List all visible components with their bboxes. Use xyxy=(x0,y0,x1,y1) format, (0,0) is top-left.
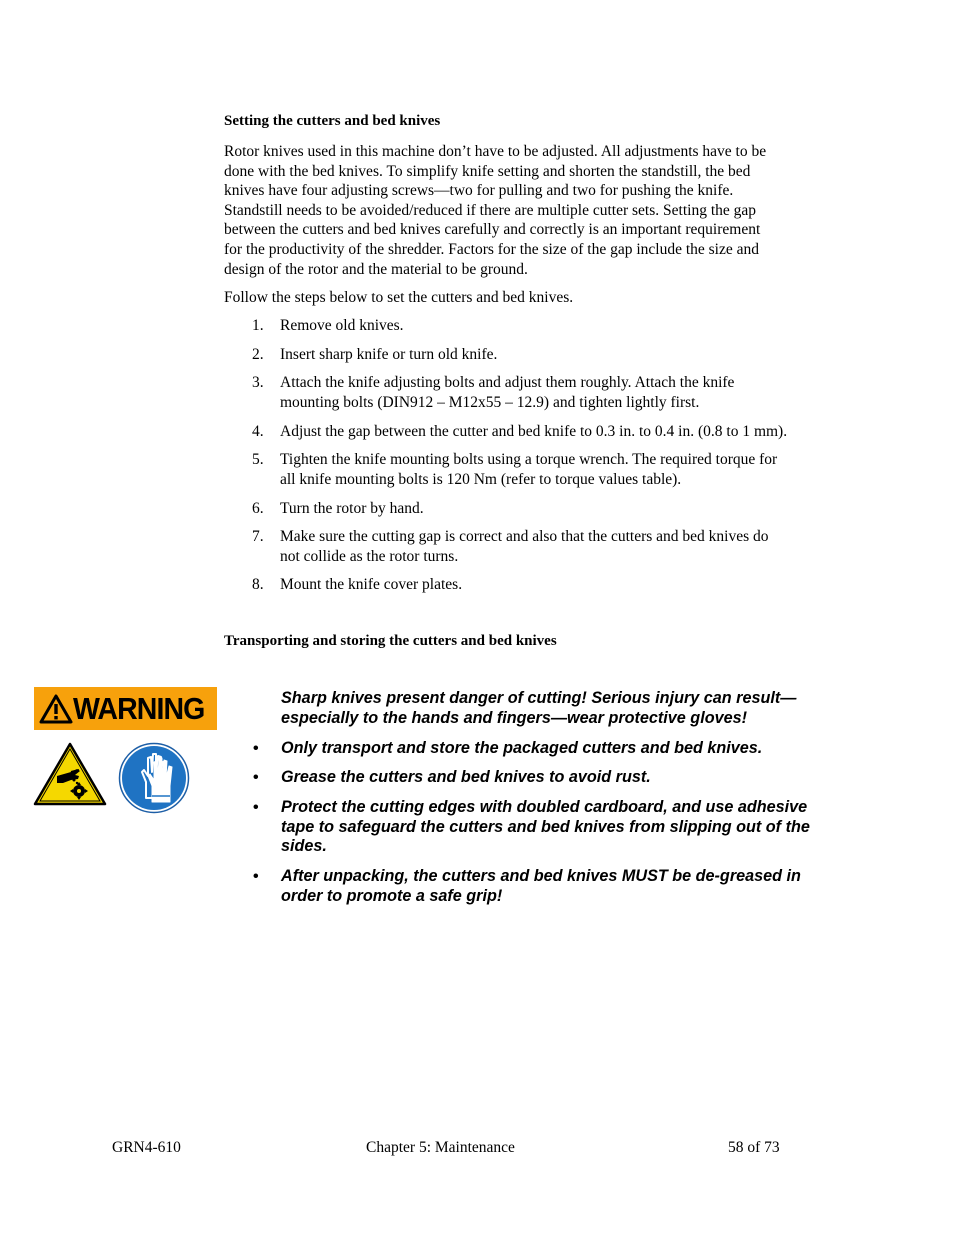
step-text: not collide as the rotor turns. xyxy=(280,548,459,565)
bullet-text: Protect the cutting edges with doubled cardboard, and use adhesive xyxy=(281,798,808,816)
step-number: 2. xyxy=(252,346,264,363)
bullet-marker: • xyxy=(253,799,259,816)
protective-gloves-icon xyxy=(118,742,190,814)
warning-statement-line: Sharp knives present danger of cutting! Serious injury can result— xyxy=(281,689,797,707)
footer-chapter: Chapter 5: Maintenance xyxy=(366,1139,515,1156)
bullet-text: Only transport and store the packaged cutters and bed knives. xyxy=(281,739,763,757)
step-text: Mount the knife cover plates. xyxy=(280,576,463,593)
paragraph-line: done with the bed knives. To simplify knife setting and shorten the standstill, the bed xyxy=(224,162,751,180)
warning-label: WARNING xyxy=(73,690,205,726)
step-number: 6. xyxy=(252,500,264,517)
bullet-marker: • xyxy=(253,868,259,885)
paragraph-line: design of the rotor and the material to be ground. xyxy=(224,260,528,278)
step-number: 3. xyxy=(252,374,264,391)
step-text: Turn the rotor by hand. xyxy=(280,500,424,517)
hand-cut-hazard-icon xyxy=(33,742,107,806)
step-number: 4. xyxy=(252,423,264,440)
step-number: 5. xyxy=(252,451,264,468)
step-text: Remove old knives. xyxy=(280,317,404,334)
warning-statement-line: especially to the hands and fingers—wear protective gloves! xyxy=(281,708,747,727)
section-heading-setting-cutters: Setting the cutters and bed knives xyxy=(224,113,441,129)
step-text: Make sure the cutting gap is correct and also that the cutters and bed knives do xyxy=(280,528,769,545)
step-text: Tighten the knife mounting bolts using a torque wrench. The required torque for xyxy=(280,451,778,468)
section-heading-transporting: Transporting and storing the cutters and bed knives xyxy=(224,633,557,649)
step-text: mounting bolts (DIN912 – M12x55 – 12.9) and tighten lightly first. xyxy=(280,394,700,411)
setting-cutters-paragraph xyxy=(224,142,864,279)
paragraph-line: between the cutters and bed knives carefully and correctly is an important requirement xyxy=(224,221,761,239)
paragraph-line: knives have four adjusting screws—two for pulling and two for pushing the knife. xyxy=(224,182,734,200)
step-number: 1. xyxy=(252,317,264,334)
step-text: Attach the knife adjusting bolts and adjust them roughly. Attach the knife xyxy=(280,374,735,391)
step-text: Insert sharp knife or turn old knife. xyxy=(280,346,498,363)
step-number: 8. xyxy=(252,576,264,593)
warning-triangle-icon xyxy=(39,694,73,724)
bullet-text: sides. xyxy=(281,837,327,855)
step-text: all knife mounting bolts is 120 Nm (refer to torque values table). xyxy=(280,471,682,488)
bullet-marker: • xyxy=(253,769,259,786)
steps-intro: Follow the steps below to set the cutters and bed knives. xyxy=(224,289,574,306)
bullet-text: order to promote a safe grip! xyxy=(281,887,503,905)
paragraph-line: for the productivity of the shredder. Factors for the size of the gap include the size and xyxy=(224,240,760,258)
step-text: Adjust the gap between the cutter and bed knife to 0.3 in. to 0.4 in. (0.8 to 1 mm). xyxy=(280,423,788,440)
warning-banner xyxy=(34,687,217,730)
bullet-marker: • xyxy=(253,740,259,757)
footer-doc-id: GRN4-610 xyxy=(112,1139,181,1156)
bullet-text: After unpacking, the cutters and bed knives MUST be de-greased in xyxy=(281,867,801,885)
step-number: 7. xyxy=(252,528,264,545)
bullet-text: Grease the cutters and bed knives to avoid rust. xyxy=(281,768,651,786)
bullet-text: tape to safeguard the cutters and bed knives from slipping out of the xyxy=(281,818,810,836)
warning-statement xyxy=(281,689,861,728)
paragraph-line: Rotor knives used in this machine don’t have to be adjusted. All adjustments have to be xyxy=(224,143,767,160)
paragraph-line: Standstill needs to be avoided/reduced if there are multiple cutter sets. Setting the gap xyxy=(224,201,757,219)
footer-page-number: 58 of 73 xyxy=(728,1139,780,1156)
